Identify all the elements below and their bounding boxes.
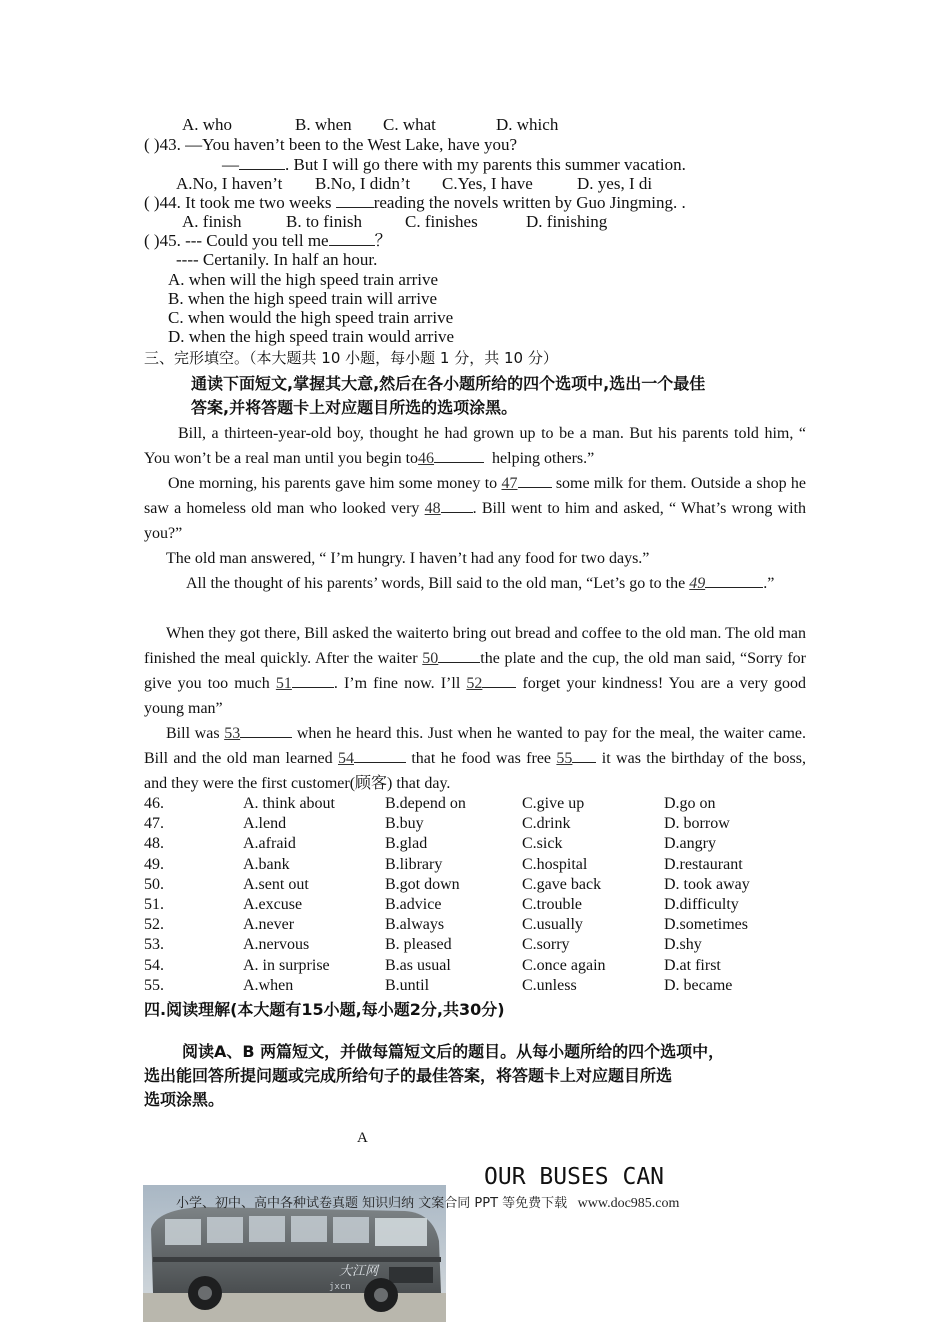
cloze-text: One morning, his parents gave him some money to [168, 475, 498, 492]
q45-option-b: B. when the high speed train will arrive [168, 289, 438, 308]
cloze-blank-52: 52 [466, 675, 483, 692]
q45-option-a: A. when will the high speed train arrive [168, 270, 439, 289]
option-48-c: C.sick [522, 835, 563, 852]
cloze-blank-line [482, 673, 516, 688]
section4-instruction-line3: 选项涂黑。 [144, 1090, 225, 1109]
q45-number: ( )45. [144, 231, 181, 250]
cloze-text: the plate and the cup, the old man said, “Sorry for give you too much [144, 650, 807, 692]
section4-instruction-line2: 选出能回答所提问题或完成所给句子的最佳答案，将答题卡上对应题目所选 [144, 1066, 673, 1085]
option-48-d: D.angry [664, 835, 716, 852]
cloze-paragraph-2 [144, 471, 806, 546]
passage-a-title: OUR BUSES CAN [484, 1164, 665, 1190]
option-53-d: D.shy [664, 936, 702, 953]
q43-option-c: C.Yes, I have [442, 174, 533, 193]
cloze-paragraph-4 [144, 571, 806, 596]
cloze-blank-line [354, 748, 406, 763]
q43-stem [144, 135, 517, 155]
q43-reply [222, 155, 686, 175]
q44-question-b: reading the novels written by Guo Jingming. . [373, 193, 686, 212]
option-row-54-number: 54. [144, 957, 164, 974]
q45-option-d: D. when the high speed train would arrive [168, 327, 455, 346]
option-55-d: D. became [664, 977, 733, 994]
q42-option-c: C. what [383, 115, 436, 134]
q43-option-b: B.No, I didn’t [315, 174, 411, 193]
q44-number: ( )44. [144, 193, 181, 212]
cloze-blank-46: 46 [418, 450, 435, 467]
cloze-text: helping others.” [492, 450, 595, 467]
q44-stem [144, 193, 686, 213]
q43-blank [239, 155, 285, 170]
cloze-text: when he heard this. Just when he wanted to pay for the meal, the waiter came. Bill and the old man learned [144, 725, 807, 767]
q44-option-b: B. to finish [286, 212, 363, 231]
option-46-b: B.depend on [385, 795, 466, 812]
option-50-d: D. took away [664, 876, 750, 893]
cloze-blank-55: 55 [556, 750, 573, 767]
option-49-b: B.library [385, 856, 443, 873]
option-row-50-number: 50. [144, 876, 164, 893]
section3-instruction-line2: 答案,并将答题卡上对应题目所选的选项涂黑。 [191, 398, 518, 417]
option-50-a: A.sent out [243, 876, 309, 893]
cloze-text: When they got there, Bill asked the waiterto bring out bread and coffee to the old man. The old man finished the meal quickly. After the waiter [144, 625, 806, 667]
q44-blank [336, 193, 374, 208]
section3-instruction-line1: 通读下面短文,掌握其大意,然后在各小题所给的四个选项中,选出一个最佳 [191, 374, 706, 393]
cloze-paragraph-3: The old man answered, “ I’m hungry. I haven’t had any food for two days.” [166, 550, 650, 567]
cloze-text: Bill was [166, 725, 220, 742]
cloze-blank-line [240, 723, 292, 738]
section3-heading: 三、完形填空。（本大题共 10 小题，每小题 1 分，共 10 分） [144, 349, 558, 367]
cloze-text: .” [763, 575, 775, 592]
option-53-c: C.sorry [522, 936, 570, 953]
option-51-a: A.excuse [243, 896, 303, 913]
q43-question: —You haven’t been to the West Lake, have you? [185, 135, 518, 154]
page-footer [176, 1192, 679, 1212]
option-54-c: C.once again [522, 957, 606, 974]
option-49-d: D.restaurant [664, 856, 743, 873]
footer-text: 小学、初中、高中各种试卷真题 知识归纳 文案合同 PPT 等免费下载 [176, 1196, 568, 1211]
footer-url[interactable]: www.doc985.com [577, 1196, 680, 1211]
cloze-blank-49: 49 [689, 575, 706, 592]
q43-reply-dash: — [222, 155, 239, 174]
option-51-b: B.advice [385, 896, 442, 913]
photo-watermark: 大江网 [339, 1264, 379, 1279]
passage-a-label: A [357, 1130, 368, 1146]
cloze-text: some milk for them. Outside a shop he saw a homeless old man who looked very [144, 475, 807, 517]
option-55-c: C.unless [522, 977, 577, 994]
option-49-a: A.bank [243, 856, 290, 873]
cloze-paragraph-6 [144, 721, 806, 796]
option-55-b: B.until [385, 977, 430, 994]
option-row-49-number: 49. [144, 856, 164, 873]
option-52-d: D.sometimes [664, 916, 748, 933]
option-row-47-number: 47. [144, 815, 164, 832]
cloze-blank-54: 54 [337, 750, 354, 767]
option-51-c: C.trouble [522, 896, 582, 913]
cloze-blank-53: 53 [224, 725, 241, 742]
option-47-b: B.buy [385, 815, 424, 832]
option-51-d: D.difficulty [664, 896, 739, 913]
cloze-text: . Bill went to him and asked, “ What’s wrong with you?” [144, 500, 807, 542]
cloze-text: that he food was free [411, 750, 552, 767]
cloze-blank-line [292, 673, 334, 688]
section4-heading: 四.阅读理解(本大题有15小题,每小题2分,共30分) [144, 1000, 505, 1019]
option-47-a: A.lend [243, 815, 287, 832]
section4-instruction-line1: 阅读A、B 两篇短文，并做每篇短文后的题目。从每小题所给的四个选项中， [182, 1042, 725, 1061]
option-54-b: B.as usual [385, 957, 451, 974]
cloze-blank-48: 48 [424, 500, 441, 517]
option-row-53-number: 53. [144, 936, 164, 953]
cloze-paragraph-1 [144, 421, 806, 471]
option-47-c: C.drink [522, 815, 571, 832]
q44-option-c: C. finishes [405, 212, 478, 231]
option-row-46-number: 46. [144, 795, 164, 812]
q42-option-a: A. who [182, 115, 233, 134]
q42-option-d: D. which [496, 115, 559, 134]
cloze-blank-50: 50 [422, 650, 439, 667]
option-55-a: A.when [243, 977, 294, 994]
q42-option-b: B. when [295, 115, 352, 134]
option-47-d: D. borrow [664, 815, 730, 832]
q45-question-a: --- Could you tell me [185, 231, 329, 250]
cloze-blank-line [705, 573, 763, 588]
cloze-blank-line [438, 648, 480, 663]
cloze-text: All the thought of his parents’ words, Bill said to the old man, “Let’s go to the [186, 575, 686, 592]
q45-question-b: ？ [374, 231, 392, 250]
option-row-52-number: 52. [144, 916, 164, 933]
q45-option-c: C. when would the high speed train arrive [168, 308, 454, 327]
cloze-blank-line [434, 448, 484, 463]
option-52-a: A.never [243, 916, 295, 933]
cloze-paragraph-5 [144, 621, 806, 721]
option-53-a: A.nervous [243, 936, 310, 953]
q45-stem [144, 231, 392, 251]
option-54-d: D.at first [664, 957, 721, 974]
option-46-c: C.give up [522, 795, 585, 812]
cloze-blank-line [441, 498, 473, 513]
cloze-text: forget your kindness! You are a very good young man” [144, 675, 807, 717]
cloze-text: Bill, a thirteen-year-old boy, thought he had grown up to be a man. But his parents told him, “ You won’t be a real man until you begin to [144, 425, 806, 467]
q43-number: ( )43. [144, 135, 181, 154]
q43-option-d: D. yes, I di [577, 174, 653, 193]
cloze-blank-51: 51 [275, 675, 292, 692]
q43-reply-text: . But I will go there with my parents this summer vacation. [285, 155, 686, 174]
option-49-c: C.hospital [522, 856, 588, 873]
cloze-text: . I’m fine now. I’ll [333, 675, 461, 692]
option-54-a: A. in surprise [243, 957, 330, 974]
option-52-b: B.always [385, 916, 445, 933]
option-row-55-number: 55. [144, 977, 164, 994]
cloze-blank-line [518, 473, 552, 488]
option-48-a: A.afraid [243, 835, 296, 852]
q43-option-a: A.No, I haven’t [176, 174, 283, 193]
q45-blank [329, 231, 375, 246]
option-row-48-number: 48. [144, 835, 164, 852]
q44-option-a: A. finish [182, 212, 242, 231]
option-52-c: C.usually [522, 916, 583, 933]
option-row-51-number: 51. [144, 896, 164, 913]
cloze-blank-47: 47 [501, 475, 518, 492]
option-53-b: B. pleased [385, 936, 452, 953]
option-46-d: D.go on [664, 795, 716, 812]
option-48-b: B.glad [385, 835, 428, 852]
q44-question-a: It took me two weeks [185, 193, 332, 212]
option-50-b: B.got down [385, 876, 460, 893]
q44-option-d: D. finishing [526, 212, 608, 231]
photo-watermark-sub: jxcn [329, 1282, 351, 1292]
cloze-text: it was the birthday of the boss, and they were the first customer(顾客) that day. [144, 750, 806, 792]
option-50-c: C.gave back [522, 876, 602, 893]
q45-reply: ---- Certanily. In half an hour. [176, 250, 378, 269]
cloze-blank-line [572, 748, 596, 763]
option-46-a: A. think about [243, 795, 335, 812]
